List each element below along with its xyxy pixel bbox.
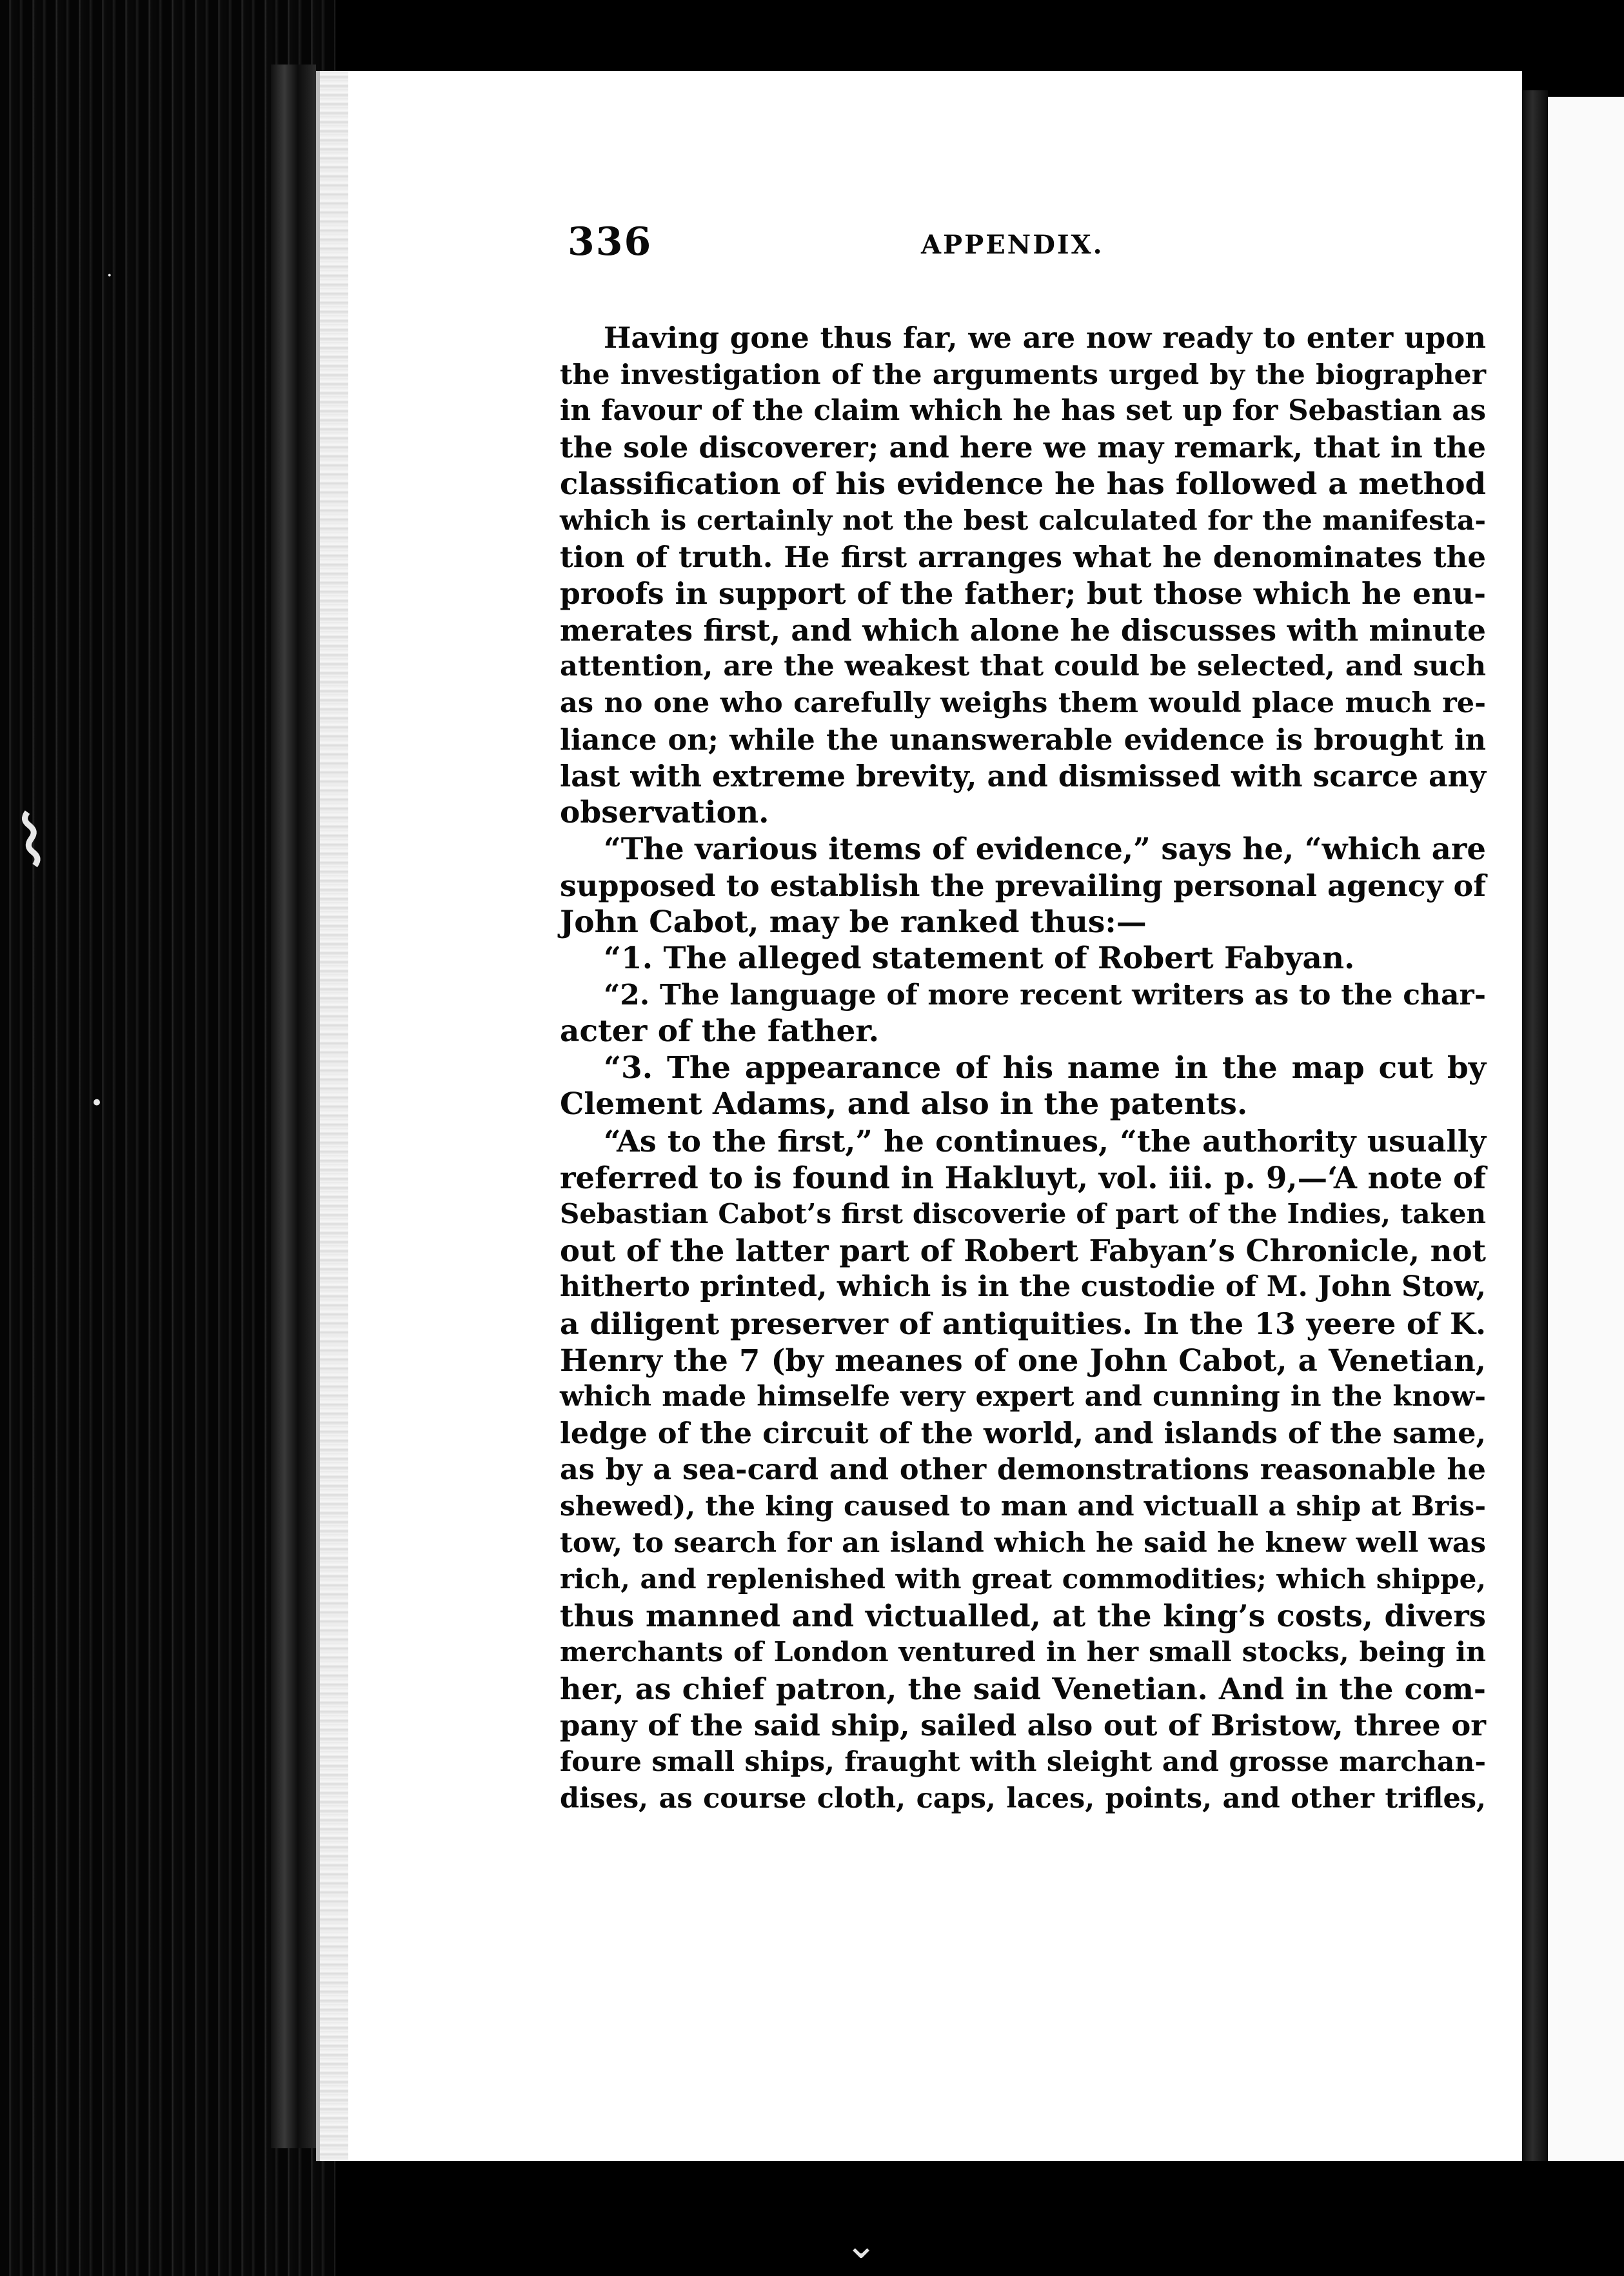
text-line: the investigation of the arguments urged by the biographer bbox=[560, 358, 1486, 391]
text-line: Clement Adams, and also in the patents. bbox=[560, 1086, 1248, 1123]
text-line: tion of truth. He first arranges what he denominates the bbox=[560, 539, 1486, 574]
book-gutter bbox=[271, 65, 316, 2148]
text-line: as no one who carefully weighs them would place much re- bbox=[560, 686, 1486, 719]
margin-speck: · bbox=[106, 265, 113, 287]
text-line: her, as chief patron, the said Venetian. And in the com- bbox=[560, 1671, 1486, 1706]
text-line: which made himselfe very expert and cunning in the know- bbox=[560, 1381, 1486, 1413]
text-line: observation. bbox=[560, 794, 769, 830]
text-line: “The various items of evidence,” says he, “which are bbox=[604, 831, 1486, 867]
margin-speck: • bbox=[90, 1090, 104, 1116]
text-line: dises, as course cloth, caps, laces, points, and other trifles, bbox=[560, 1782, 1486, 1815]
text-line: “2. The language of more recent writers as to the char- bbox=[604, 978, 1486, 1012]
text-line: rich, and replenished with great commodities; which shippe, bbox=[560, 1563, 1486, 1595]
text-line: ledge of the circuit of the world, and islands of the same, bbox=[560, 1416, 1486, 1450]
text-line: foure small ships, fraught with sleight and grosse marchan- bbox=[560, 1746, 1486, 1779]
text-line: John Cabot, may be ranked thus:— bbox=[560, 904, 1147, 940]
text-line: out of the latter part of Robert Fabyan’s Chronicle, not bbox=[560, 1232, 1486, 1268]
text-line: hitherto printed, which is in the custodie of M. John Stow, bbox=[560, 1270, 1486, 1304]
text-line: proofs in support of the father; but those which he enu- bbox=[560, 576, 1486, 612]
text-line: merchants of London ventured in her small stocks, being in bbox=[560, 1636, 1486, 1669]
text-line: which is certainly not the best calculated for the manifesta- bbox=[560, 504, 1486, 537]
text-line: “3. The appearance of his name in the map cut by bbox=[604, 1050, 1486, 1086]
text-line: in favour of the claim which he has set up for Sebastian as bbox=[560, 394, 1486, 428]
text-line: Having gone thus far, we are now ready to enter upon bbox=[604, 321, 1486, 355]
text-line: the sole discoverer; and here we may remark, that in the bbox=[560, 430, 1486, 464]
text-line: Henry the 7 (by meanes of one John Cabot, a Venetian, bbox=[560, 1342, 1486, 1378]
page-number: 336 bbox=[568, 219, 653, 265]
margin-thread-mark: ⌇ bbox=[8, 797, 55, 885]
bottom-fold-mark: ⌄ bbox=[845, 2222, 878, 2268]
text-line: tow, to search for an island which he said he knew well was bbox=[560, 1526, 1486, 1559]
body-text bbox=[560, 320, 1486, 1817]
text-line: attention, are the weakest that could be selected, and such bbox=[560, 650, 1486, 683]
text-line: Sebastian Cabot’s first discoverie of part of the Indies, taken bbox=[560, 1198, 1486, 1230]
text-line: thus manned and victualled, at the king’s costs, divers bbox=[560, 1597, 1486, 1633]
adjacent-page-sliver bbox=[1548, 97, 1624, 2161]
text-line: acter of the father. bbox=[560, 1013, 880, 1050]
text-line: a diligent preserver of antiquities. In the 13 yeere of K. bbox=[560, 1306, 1486, 1342]
running-title: APPENDIX. bbox=[921, 230, 1104, 260]
text-line: shewed), the king caused to man and victuall a ship at Bris- bbox=[560, 1490, 1486, 1522]
text-line: “1. The alleged statement of Robert Fabyan. bbox=[604, 941, 1355, 977]
text-line: supposed to establish the prevailing personal agency of bbox=[560, 868, 1486, 903]
running-head bbox=[560, 219, 1486, 279]
right-page-shadow bbox=[1522, 90, 1548, 2161]
text-line: merates first, and which alone he discusses with minute bbox=[560, 612, 1486, 648]
page-text-block bbox=[560, 219, 1486, 1817]
text-line: referred to is found in Hakluyt, vol. iii. p. 9,—‘A note of bbox=[560, 1159, 1486, 1195]
text-line: liance on; while the unanswerable evidence is brought in bbox=[560, 723, 1486, 757]
text-line: “As to the first,” he continues, “the authority usually bbox=[604, 1124, 1486, 1159]
text-line: as by a sea-card and other demonstrations reasonable he bbox=[560, 1453, 1486, 1487]
text-line: classification of his evidence he has followed a method bbox=[560, 466, 1486, 502]
text-line: last with extreme brevity, and dismissed with scarce any bbox=[560, 759, 1486, 794]
text-line: pany of the said ship, sailed also out of Bristow, three or bbox=[560, 1708, 1486, 1742]
